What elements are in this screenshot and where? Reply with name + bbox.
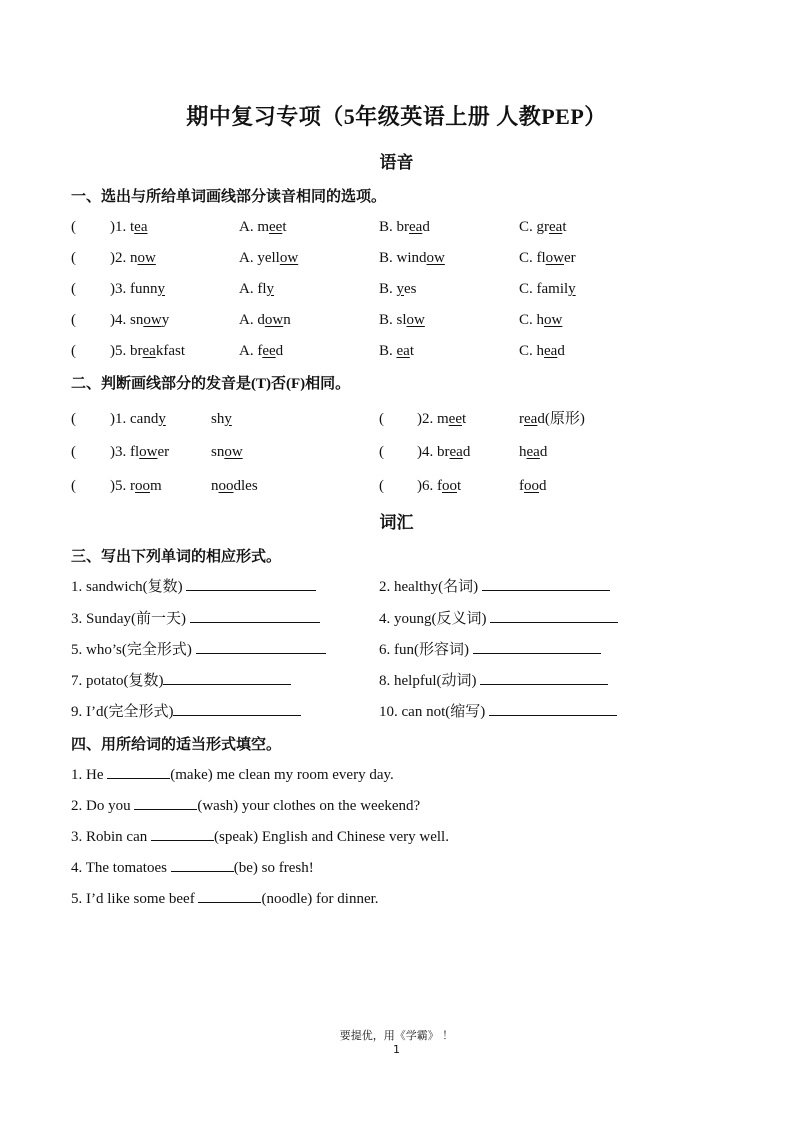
fill-sentence: 2. Do you (wash) your clothes on the weekend? bbox=[71, 795, 420, 815]
part1-row bbox=[0, 310, 793, 330]
form-item: 2. healthy(名词) bbox=[379, 576, 610, 596]
judge-word-2: food bbox=[519, 478, 547, 494]
part4-heading: 四、用所给词的适当形式填空。 bbox=[71, 737, 282, 753]
answer-blank[interactable] bbox=[163, 670, 291, 685]
part3-heading: 三、写出下列单词的相应形式。 bbox=[71, 549, 282, 565]
section-title-vocabulary: 词汇 bbox=[379, 513, 414, 532]
option-c: C. flower bbox=[519, 250, 576, 266]
answer-blank[interactable] bbox=[482, 576, 610, 591]
option-b: B. yes bbox=[379, 281, 417, 297]
form-item: 3. Sunday(前一天) bbox=[71, 608, 320, 628]
judge-word-2: head bbox=[519, 444, 548, 460]
judge-word-2: snow bbox=[211, 444, 243, 460]
judge-word-1: )2. meet bbox=[417, 411, 467, 427]
answer-blank[interactable] bbox=[198, 888, 261, 903]
answer-blank[interactable] bbox=[186, 576, 316, 591]
option-b: B. eat bbox=[379, 343, 415, 359]
page-title: 期中复习专项（5年级英语上册 人教PEP） bbox=[186, 104, 607, 129]
question-word: )2. now bbox=[110, 250, 156, 266]
answer-paren[interactable]: ( bbox=[71, 411, 76, 427]
fill-sentence: 3. Robin can (speak) English and Chinese very well. bbox=[71, 826, 449, 846]
judge-word-2: read(原形) bbox=[519, 411, 585, 427]
answer-blank[interactable] bbox=[196, 639, 326, 654]
answer-paren[interactable]: ( bbox=[71, 478, 76, 494]
part1-heading: 一、选出与所给单词画线部分读音相同的选项。 bbox=[71, 189, 387, 205]
part1-row bbox=[0, 248, 793, 268]
answer-paren[interactable]: ( bbox=[71, 444, 76, 460]
part2-row bbox=[0, 409, 793, 429]
answer-paren[interactable]: ( bbox=[379, 478, 384, 494]
form-item: 4. young(反义词) bbox=[379, 608, 618, 628]
question-word: )5. breakfast bbox=[110, 343, 185, 359]
option-a: A. meet bbox=[239, 219, 287, 235]
form-item: 10. can not(缩写) bbox=[379, 701, 617, 721]
answer-blank[interactable] bbox=[173, 701, 301, 716]
judge-word-1: )5. room bbox=[110, 478, 162, 494]
answer-blank[interactable] bbox=[489, 701, 617, 716]
judge-word-1: )4. bread bbox=[417, 444, 471, 460]
option-a: A. fly bbox=[239, 281, 274, 297]
judge-word-1: )3. flower bbox=[110, 444, 170, 460]
answer-blank[interactable] bbox=[107, 764, 170, 779]
form-item: 9. I’d(完全形式) bbox=[71, 701, 301, 721]
answer-blank[interactable] bbox=[151, 826, 214, 841]
part1-row bbox=[0, 279, 793, 299]
answer-blank[interactable] bbox=[190, 608, 320, 623]
part2-heading: 二、判断画线部分的发音是(T)否(F)相同。 bbox=[71, 376, 351, 392]
option-c: C. family bbox=[519, 281, 576, 297]
answer-paren[interactable]: ( bbox=[71, 250, 76, 266]
form-item: 1. sandwich(复数) bbox=[71, 576, 316, 596]
option-b: B. window bbox=[379, 250, 445, 266]
option-c: C. how bbox=[519, 312, 563, 328]
fill-sentence: 5. I’d like some beef (noodle) for dinner. bbox=[71, 888, 379, 908]
answer-paren[interactable]: ( bbox=[71, 281, 76, 297]
option-a: A. yellow bbox=[239, 250, 299, 266]
fill-sentence: 4. The tomatoes (be) so fresh! bbox=[71, 857, 314, 877]
option-c: C. head bbox=[519, 343, 565, 359]
answer-blank[interactable] bbox=[134, 795, 197, 810]
answer-blank[interactable] bbox=[490, 608, 618, 623]
form-item: 7. potato(复数) bbox=[71, 670, 291, 690]
judge-word-1: )6. foot bbox=[417, 478, 462, 494]
answer-paren[interactable]: ( bbox=[379, 444, 384, 460]
question-word: )1. tea bbox=[110, 219, 148, 235]
judge-word-2: noodles bbox=[211, 478, 258, 494]
form-item: 6. fun(形容词) bbox=[379, 639, 601, 659]
form-item: 8. helpful(动词) bbox=[379, 670, 608, 690]
answer-paren[interactable]: ( bbox=[379, 411, 384, 427]
footer-slogan: 要提优，用《学霸》 ！ bbox=[339, 1029, 454, 1042]
part1-row bbox=[0, 341, 793, 361]
option-a: A. feed bbox=[239, 343, 284, 359]
option-a: A. down bbox=[239, 312, 291, 328]
fill-sentence: 1. He (make) me clean my room every day. bbox=[71, 764, 394, 784]
page-number: 1 bbox=[393, 1043, 400, 1056]
form-item: 5. who’s(完全形式) bbox=[71, 639, 326, 659]
answer-blank[interactable] bbox=[480, 670, 608, 685]
option-c: C. great bbox=[519, 219, 567, 235]
option-b: B. slow bbox=[379, 312, 425, 328]
question-word: )3. funny bbox=[110, 281, 165, 297]
answer-blank[interactable] bbox=[473, 639, 601, 654]
judge-word-1: )1. candy bbox=[110, 411, 166, 427]
answer-paren[interactable]: ( bbox=[71, 312, 76, 328]
section-title-pronunciation: 语音 bbox=[379, 153, 414, 172]
answer-paren[interactable]: ( bbox=[71, 343, 76, 359]
answer-blank[interactable] bbox=[171, 857, 234, 872]
answer-paren[interactable]: ( bbox=[71, 219, 76, 235]
option-b: B. bread bbox=[379, 219, 430, 235]
part2-row bbox=[0, 442, 793, 462]
part1-row bbox=[0, 217, 793, 237]
judge-word-2: shy bbox=[211, 411, 232, 427]
question-word: )4. snowy bbox=[110, 312, 170, 328]
part2-row bbox=[0, 476, 793, 496]
